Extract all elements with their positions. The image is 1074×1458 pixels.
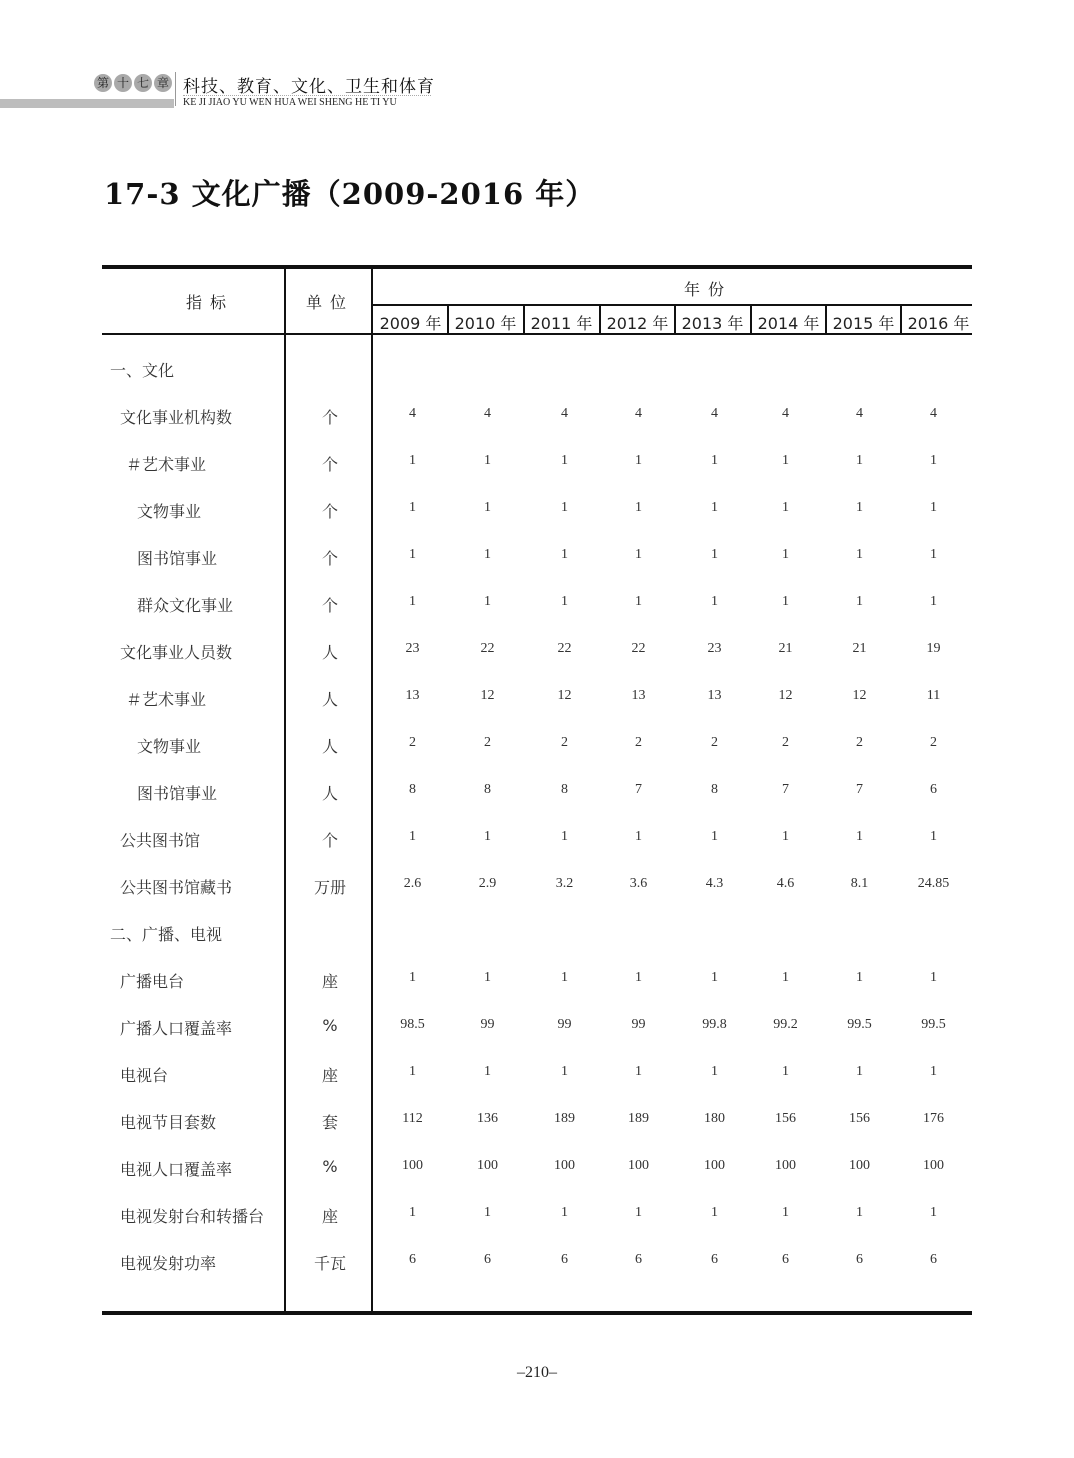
running-header [0,70,1074,110]
year-header: 2014 年 [757,314,820,333]
page-number: –210– [517,1364,557,1381]
value-cell: 24.85 [917,876,950,891]
row-unit: 个 [321,831,338,850]
value-cell: 1 [930,500,937,515]
value-cell: 2 [930,735,937,750]
table-row [102,452,972,476]
value-cell: 100 [849,1158,870,1173]
value-cell: 1 [930,594,937,609]
value-cell: 1 [561,453,568,468]
value-cell: 13 [707,688,722,703]
value-cell: 1 [856,594,863,609]
value-cell: 6 [930,782,937,797]
value-cell: 1 [856,829,863,844]
section-row [102,922,972,946]
value-cell: 99 [557,1017,572,1032]
year-header: 2015 年 [832,314,895,333]
value-cell: 6 [561,1252,568,1267]
value-cell: 6 [409,1252,416,1267]
value-cell: 2 [635,735,642,750]
value-cell: 12 [480,688,495,703]
row-label: 文物事业 [137,737,202,756]
value-cell: 8 [561,782,568,797]
value-cell: 4 [409,406,416,421]
value-cell: 1 [635,970,642,985]
value-cell: 1 [561,970,568,985]
table-top-rule [102,265,972,269]
year-column-divider [674,305,676,333]
value-cell: 1 [484,1205,491,1220]
value-cell: 1 [782,453,789,468]
section-label: 二、广播、电视 [110,925,223,944]
value-cell: 156 [775,1111,796,1126]
year-header: 2016 年 [907,314,970,333]
row-unit: 万册 [313,878,346,897]
year-column-divider [599,305,601,333]
value-cell: 1 [856,453,863,468]
year-header: 2012 年 [606,314,669,333]
value-cell: 1 [635,453,642,468]
value-cell: 13 [405,688,420,703]
value-cell: 1 [409,500,416,515]
table-row [102,734,972,758]
value-cell: 8 [484,782,491,797]
value-cell: 1 [711,970,718,985]
row-unit: % [322,1157,338,1176]
table-bottom-rule [102,1311,972,1315]
row-unit: % [322,1016,338,1035]
value-cell: 100 [402,1158,423,1173]
value-cell: 99.5 [847,1017,872,1032]
chapter-char: 章 [154,74,172,92]
row-label: ＃艺术事业 [126,690,207,709]
value-cell: 2 [856,735,863,750]
row-unit: 座 [321,1207,338,1226]
row-unit: 个 [321,549,338,568]
value-cell: 1 [635,1205,642,1220]
value-cell: 100 [554,1158,575,1173]
value-cell: 7 [856,782,863,797]
header-dotted-rule [183,95,431,96]
value-cell: 1 [561,500,568,515]
year-column-divider [523,305,525,333]
value-cell: 1 [782,829,789,844]
row-label: 文化事业人员数 [120,643,233,662]
table-row [102,781,972,805]
value-cell: 1 [409,547,416,562]
value-cell: 8.1 [850,876,869,891]
value-cell: 1 [484,1064,491,1079]
value-cell: 13 [631,688,646,703]
value-cell: 1 [930,453,937,468]
value-cell: 1 [409,1205,416,1220]
value-cell: 2 [409,735,416,750]
value-cell: 22 [631,641,646,656]
value-cell: 4 [930,406,937,421]
value-cell: 19 [926,641,941,656]
value-cell: 1 [930,829,937,844]
value-cell: 1 [856,1205,863,1220]
value-cell: 1 [782,1205,789,1220]
value-cell: 1 [782,594,789,609]
value-cell: 1 [409,453,416,468]
table-row [102,499,972,523]
value-cell: 99 [480,1017,495,1032]
value-cell: 1 [484,547,491,562]
chapter-badge [94,74,172,92]
row-label: 广播人口覆盖率 [120,1019,233,1038]
value-cell: 1 [782,1064,789,1079]
header-unit: 单位 [306,293,355,312]
value-cell: 1 [561,1205,568,1220]
year-column-divider [825,305,827,333]
value-cell: 2.6 [403,876,422,891]
table-row [102,969,972,993]
value-cell: 1 [484,970,491,985]
value-cell: 156 [849,1111,870,1126]
row-label: ＃艺术事业 [126,455,207,474]
value-cell: 6 [782,1252,789,1267]
value-cell: 6 [484,1252,491,1267]
value-cell: 6 [930,1252,937,1267]
value-cell: 12 [778,688,793,703]
row-unit: 套 [321,1113,338,1132]
value-cell: 1 [635,547,642,562]
row-label: 文物事业 [137,502,202,521]
value-cell: 22 [480,641,495,656]
value-cell: 1 [711,547,718,562]
value-cell: 21 [852,641,867,656]
row-label: 群众文化事业 [137,596,234,615]
value-cell: 4.3 [705,876,724,891]
value-cell: 1 [409,1064,416,1079]
value-cell: 100 [628,1158,649,1173]
chapter-char: 第 [94,74,112,92]
table-row [102,1157,972,1181]
value-cell: 99 [631,1017,646,1032]
value-cell: 4 [561,406,568,421]
value-cell: 1 [484,829,491,844]
row-unit: 千瓦 [313,1254,346,1273]
value-cell: 1 [635,1064,642,1079]
value-cell: 1 [484,594,491,609]
table-row [102,875,972,899]
table-row [102,1016,972,1040]
row-unit: 座 [321,972,338,991]
row-label: 公共图书馆藏书 [120,878,233,897]
table-row [102,1251,972,1275]
value-cell: 100 [704,1158,725,1173]
value-cell: 1 [561,829,568,844]
row-label: 广播电台 [120,972,185,991]
value-cell: 6 [856,1252,863,1267]
value-cell: 6 [711,1252,718,1267]
table-row [102,1110,972,1134]
value-cell: 99.5 [921,1017,946,1032]
value-cell: 7 [635,782,642,797]
value-cell: 1 [711,500,718,515]
value-cell: 1 [711,594,718,609]
value-cell: 12 [852,688,867,703]
value-cell: 2.9 [478,876,497,891]
row-label: 电视人口覆盖率 [120,1160,233,1179]
value-cell: 2 [561,735,568,750]
table-row [102,687,972,711]
value-cell: 23 [707,641,722,656]
value-cell: 22 [557,641,572,656]
value-cell: 1 [484,500,491,515]
table-row [102,1063,972,1087]
row-unit: 人 [321,784,338,803]
row-label: 图书馆事业 [137,784,218,803]
value-cell: 1 [409,970,416,985]
value-cell: 12 [557,688,572,703]
table-row [102,1204,972,1228]
value-cell: 1 [782,547,789,562]
value-cell: 1 [635,500,642,515]
value-cell: 4 [635,406,642,421]
value-cell: 2 [711,735,718,750]
value-cell: 6 [635,1252,642,1267]
value-cell: 4 [711,406,718,421]
value-cell: 1 [856,970,863,985]
value-cell: 2 [484,735,491,750]
value-cell: 100 [775,1158,796,1173]
value-cell: 1 [856,547,863,562]
row-label: 电视发射台和转播台 [120,1207,265,1226]
value-cell: 1 [930,547,937,562]
value-cell: 1 [561,547,568,562]
value-cell: 98.5 [400,1017,425,1032]
value-cell: 1 [930,1064,937,1079]
value-cell: 1 [635,829,642,844]
value-cell: 112 [402,1111,423,1126]
header-years-group: 年份 [684,280,733,299]
value-cell: 176 [923,1111,944,1126]
value-cell: 4 [856,406,863,421]
year-column-divider [447,305,449,333]
row-label: 文化事业机构数 [120,408,233,427]
value-cell: 189 [554,1111,575,1126]
value-cell: 100 [923,1158,944,1173]
header-divider [175,72,176,106]
value-cell: 2 [782,735,789,750]
row-label: 电视节目套数 [120,1113,217,1132]
section-row [102,358,972,382]
row-label: 公共图书馆 [120,831,201,850]
row-unit: 个 [321,502,338,521]
value-cell: 1 [484,453,491,468]
chapter-char: 七 [134,74,152,92]
row-label: 电视发射功率 [120,1254,217,1273]
row-unit: 座 [321,1066,338,1085]
table-row [102,405,972,429]
header-indicator: 指标 [186,293,235,312]
chapter-char: 十 [114,74,132,92]
value-cell: 1 [561,1064,568,1079]
table-row [102,546,972,570]
value-cell: 1 [711,1064,718,1079]
value-cell: 99.8 [702,1017,727,1032]
value-cell: 1 [635,594,642,609]
year-header: 2010 年 [454,314,517,333]
value-cell: 180 [704,1111,725,1126]
year-column-divider [900,305,902,333]
row-unit: 个 [321,455,338,474]
value-cell: 21 [778,641,793,656]
year-header: 2011 年 [530,314,593,333]
value-cell: 1 [409,594,416,609]
value-cell: 8 [711,782,718,797]
value-cell: 1 [782,500,789,515]
value-cell: 1 [930,1205,937,1220]
value-cell: 1 [930,970,937,985]
value-cell: 1 [856,1064,863,1079]
value-cell: 1 [409,829,416,844]
value-cell: 3.6 [629,876,648,891]
row-unit: 人 [321,737,338,756]
value-cell: 1 [856,500,863,515]
value-cell: 4 [782,406,789,421]
section-label: 一、文化 [110,361,175,380]
value-cell: 99.2 [773,1017,798,1032]
value-cell: 4.6 [776,876,795,891]
chapter-title: 科技、教育、文化、卫生和体育 [183,77,435,97]
value-cell: 1 [711,453,718,468]
value-cell: 1 [561,594,568,609]
value-cell: 189 [628,1111,649,1126]
row-label: 图书馆事业 [137,549,218,568]
header-gray-bar [0,99,174,108]
row-unit: 人 [321,643,338,662]
table-row [102,640,972,664]
year-header: 2013 年 [681,314,744,333]
year-column-divider [750,305,752,333]
table-row [102,828,972,852]
value-cell: 4 [484,406,491,421]
table-title: 17-3 文化广播（2009-2016 年） [104,177,596,211]
table-row [102,593,972,617]
value-cell: 8 [409,782,416,797]
row-unit: 个 [321,408,338,427]
value-cell: 1 [711,1205,718,1220]
chapter-pinyin: KE JI JIAO YU WEN HUA WEI SHENG HE TI YU [183,97,397,108]
value-cell: 7 [782,782,789,797]
value-cell: 3.2 [555,876,574,891]
year-group-rule [372,304,972,306]
value-cell: 136 [477,1111,498,1126]
value-cell: 23 [405,641,420,656]
value-cell: 100 [477,1158,498,1173]
value-cell: 1 [711,829,718,844]
value-cell: 1 [782,970,789,985]
row-label: 电视台 [120,1066,169,1085]
year-header: 2009 年 [379,314,442,333]
row-unit: 个 [321,596,338,615]
value-cell: 11 [926,688,941,703]
row-unit: 人 [321,690,338,709]
